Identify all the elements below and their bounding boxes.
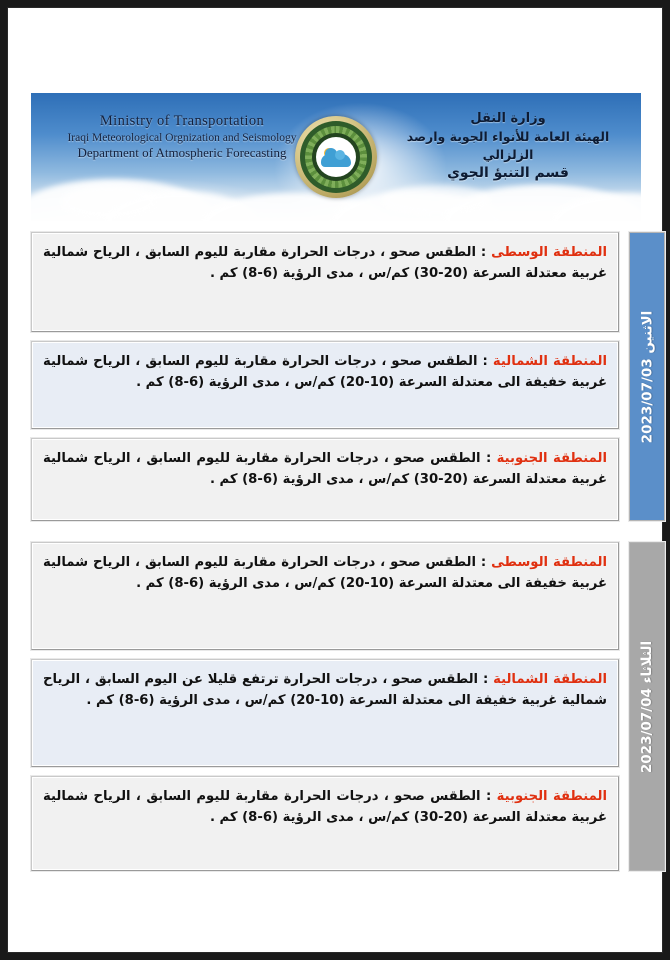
forecast-description: الطقس صحو ، درجات الحرارة مقاربة لليوم السابق ، الرياح شمالية غربية معتدلة السرعة (20-30) كم/س ، مدى الرؤية (6-8) كم . <box>43 245 607 282</box>
organization-name-ar: الهيئة العامة للأنواء الجوية وارصد الزلزالي <box>406 129 610 163</box>
forecast-description: الطقس صحو ، درجات الحرارة ترتفع قليلا عن اليوم السابق ، الرياح شمالية غربية خفيفة الى معتدلة السرعة (10-20) كم/س ، مدى الرؤية (6-8) كم . <box>43 672 607 709</box>
label-separator: : <box>476 555 492 570</box>
header-english-titles <box>57 113 307 161</box>
region-label: المنطقة الشمالية <box>492 354 608 369</box>
meteorological-seal-icon <box>295 116 377 198</box>
forecast-text <box>43 448 607 491</box>
forecast-description: الطقس صحو ، درجات الحرارة مقاربة لليوم السابق ، الرياح شمالية غربية معتدلة السرعة (20-30) كم/س ، مدى الرؤية (6-8) كم . <box>43 789 607 826</box>
cloud-decoration <box>381 185 491 215</box>
forecast-description: الطقس صحو ، درجات الحرارة مقاربة لليوم السابق ، الرياح شمالية غربية معتدلة السرعة (20-30) كم/س ، مدى الرؤية (6-8) كم . <box>43 451 607 488</box>
label-separator: : <box>477 354 493 369</box>
forecast-box <box>31 438 619 521</box>
ministry-name-ar: وزارة النقل <box>470 111 546 126</box>
label-separator: : <box>480 789 497 804</box>
forecast-text <box>43 669 607 712</box>
day-forecast-boxes <box>31 542 619 880</box>
forecast-text <box>43 242 607 285</box>
forecast-box <box>31 232 619 332</box>
forecast-description: الطقس صحو ، درجات الحرارة مقاربة لليوم السابق ، الرياح شمالية غربية خفيفة الى معتدلة السرعة (10-20) كم/س ، مدى الرؤية (6-8) كم . <box>43 354 607 391</box>
date-label: الاثنين 2023/07/03 <box>639 310 656 443</box>
forecast-text <box>43 552 607 595</box>
header-arabic-titles <box>393 110 623 184</box>
date-tab <box>629 232 665 521</box>
forecast-box <box>31 659 619 767</box>
region-label: المنطقة الجنوبية <box>496 789 607 804</box>
date-tab <box>629 542 665 871</box>
forecast-box <box>31 341 619 429</box>
forecast-box <box>31 542 619 650</box>
region-label: المنطقة الجنوبية <box>496 451 607 466</box>
region-label: المنطقة الوسطى <box>491 245 607 260</box>
header-banner <box>31 93 641 221</box>
day-forecast-section <box>31 542 665 880</box>
label-separator: : <box>476 245 492 260</box>
organization-name-en: Iraqi Meteorological Orgnization and Seismology <box>67 131 297 144</box>
cloud-decoration <box>61 185 157 219</box>
forecast-text <box>43 786 607 829</box>
ministry-name-en: Ministry of Transportation <box>99 113 265 129</box>
cloud-icon <box>321 154 351 167</box>
forecast-description: الطقس صحو ، درجات الحرارة مقاربة لليوم السابق ، الرياح شمالية غربية خفيفة الى معتدلة السرعة (10-20) كم/س ، مدى الرؤية (6-8) كم . <box>43 555 607 592</box>
forecast-text <box>43 351 607 394</box>
day-forecast-section <box>31 232 665 530</box>
region-label: المنطقة الشمالية <box>493 672 607 687</box>
date-label: الثلاثاء 2023/07/04 <box>639 640 655 773</box>
department-name-ar: قسم التنبؤ الجوي <box>447 164 569 181</box>
department-name-en: Department of Atmospheric Forecasting <box>77 144 287 160</box>
document-page <box>7 7 663 953</box>
label-separator: : <box>478 672 494 687</box>
day-forecast-boxes <box>31 232 619 530</box>
forecast-box <box>31 776 619 871</box>
region-label: المنطقة الوسطى <box>491 555 607 570</box>
label-separator: : <box>480 451 497 466</box>
